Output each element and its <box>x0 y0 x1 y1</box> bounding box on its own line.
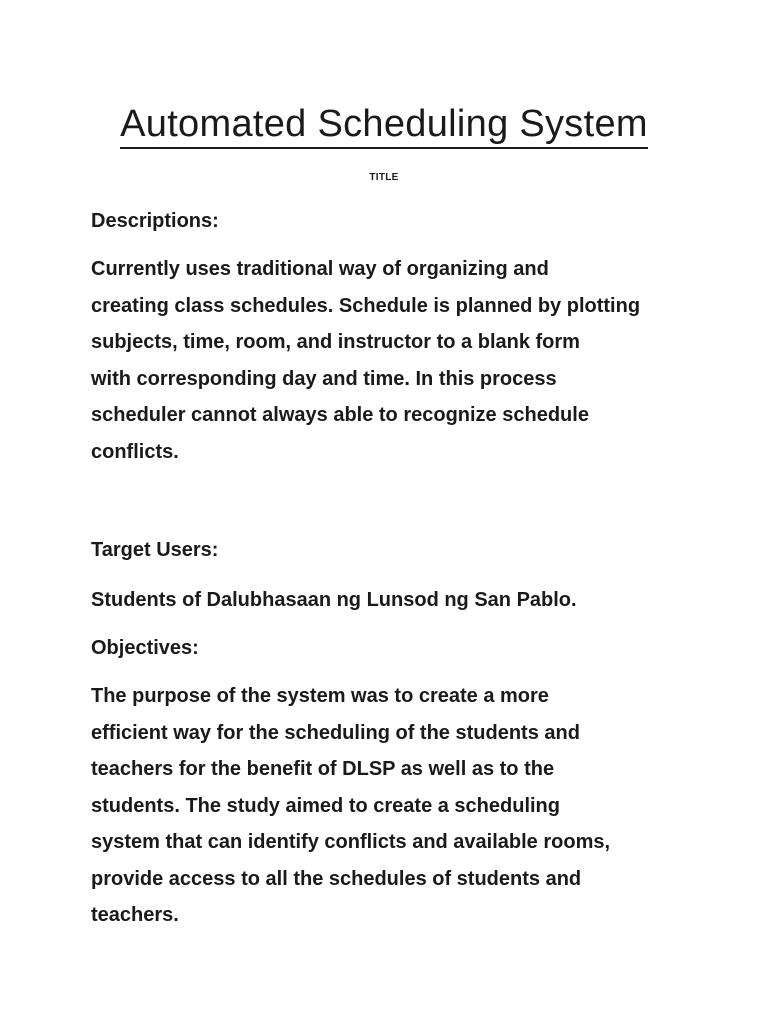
objectives-line: teachers for the benefit of DLSP as well as to the <box>91 758 555 780</box>
descriptions-heading: Descriptions: <box>91 210 219 232</box>
target-users-heading: Target Users: <box>91 539 219 561</box>
descriptions-line: with corresponding day and time. In this process <box>91 367 557 390</box>
descriptions-line: conflicts. <box>91 440 179 463</box>
objectives-line: teachers. <box>91 904 179 926</box>
objectives-line: system that can identify conflicts and available rooms, <box>91 831 611 853</box>
objectives-heading: Objectives: <box>91 637 199 659</box>
target-users-paragraph <box>91 582 691 619</box>
descriptions-line: scheduler cannot always able to recognize schedule <box>91 404 589 426</box>
descriptions-line: creating class schedules. Schedule is planned by plotting <box>91 294 641 317</box>
title-caption: TITLE <box>369 172 399 183</box>
descriptions-paragraph <box>91 251 691 470</box>
objectives-line: provide access to all the schedules of students and <box>91 867 582 890</box>
objectives-line: The purpose of the system was to create a more <box>91 685 549 707</box>
target-users-line: Students of Dalubhasaan ng Lunsod ng San Pablo. <box>91 589 577 611</box>
objectives-paragraph <box>91 678 691 934</box>
page-title-text: Automated Scheduling System <box>120 101 648 149</box>
descriptions-line: Currently uses traditional way of organizing and <box>91 258 549 280</box>
descriptions-line: subjects, time, room, and instructor to a blank form <box>91 331 580 353</box>
objectives-line: students. The study aimed to create a scheduling <box>91 794 560 817</box>
objectives-line: efficient way for the scheduling of the students and <box>91 721 580 744</box>
page-title <box>0 96 768 152</box>
